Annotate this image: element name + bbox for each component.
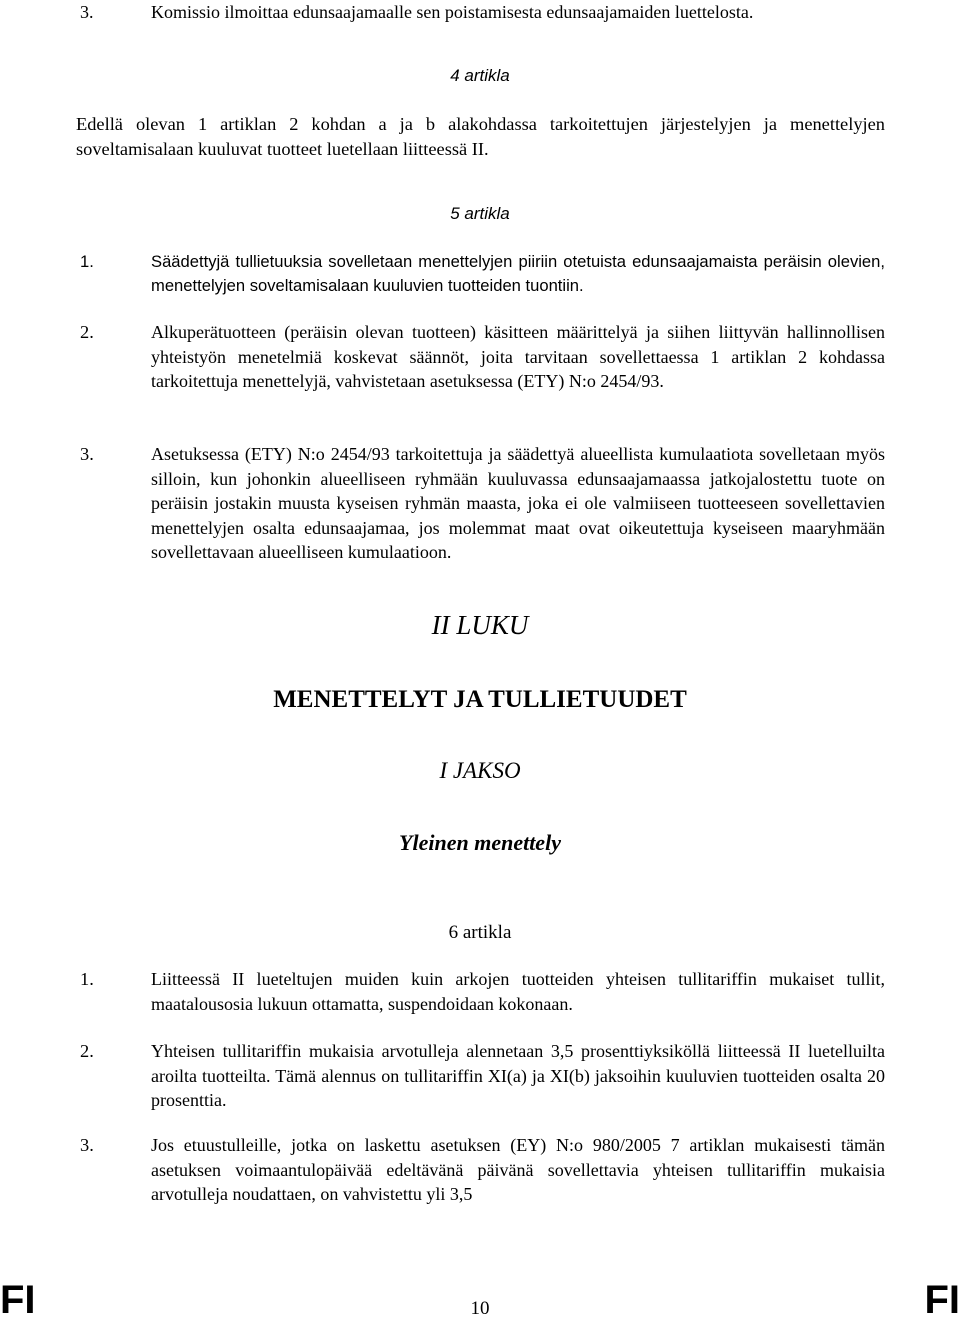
chapter-title: MENETTELYT JA TULLIETUUDET bbox=[273, 686, 687, 713]
chapter-label: II LUKU bbox=[431, 610, 529, 640]
top-item-number: 3. bbox=[80, 2, 94, 22]
article-5-item-3-text: Asetuksessa (ETY) N:o 2454/93 tarkoitettuja ja säädettyä alueellista kumulaatiota sovelletaan myös silloin, kun johonkin alueelliseen ryhmään kuuluvassa edunsaajamaassa jatkojalostettu tuote on peräisin jostakin muusta kyseisen ryhmän maasta, joka ei ole valmiiseen tuotteeseen sovellettavien menettelyjen osalta edunsaajamaa, jos molemmat maat ovat oikeutettuja kyseiseen maaryhmään sovellettavaan alueelliseen kumulaatioon. bbox=[151, 444, 885, 562]
article-5-item-2-number: 2. bbox=[80, 322, 94, 342]
article-6-item-2-text: Yhteisen tullitariffin mukaisia arvotulleja alennetaan 3,5 prosenttiyksiköllä liitteessä II luetelluilta aroilta tuotteilta. Tämä alennus on tullitariffin XI(a) ja XI(b) jaksoihin kuuluvien tuotteiden osalta 20 prosenttia. bbox=[151, 1041, 885, 1110]
article-6-item-2-number: 2. bbox=[80, 1041, 94, 1061]
article-6-item-3-number: 3. bbox=[80, 1135, 94, 1155]
article-6-item-1-text: Liitteessä II lueteltujen muiden kuin arkojen tuotteiden yhteisen tullitariffin mukaiset tullit, maatalousosia lukuun ottamatta, suspendoidaan kokonaan. bbox=[151, 969, 885, 1014]
article-5-item-1-number: 1. bbox=[80, 252, 94, 271]
top-item-text: Komissio ilmoittaa edunsaajamaalle sen poistamisesta edunsaajamaiden luettelosta. bbox=[151, 2, 754, 22]
article-5-item-3-number: 3. bbox=[80, 444, 94, 464]
section-title: Yleinen menettely bbox=[399, 830, 561, 855]
article-6-item-1-number: 1. bbox=[80, 969, 94, 989]
article-4-heading: 4 artikla bbox=[450, 66, 510, 85]
article-5-item-1-text: Säädettyjä tullietuuksia sovelletaan menettelyjen piiriin otetuista edunsaajamaista peräisin olevien, menettelyjen soveltamisalaan kuuluvien tuotteiden tuontiin. bbox=[151, 252, 885, 295]
article-5-item-2-text: Alkuperätuotteen (peräisin olevan tuotteen) käsitteen määrittelyä ja siihen liittyvän hallinnollisen yhteistyön menetelmiä koskevat säännöt, joita tarvitaan sovellettaessa 1 artiklan 2 kohdassa tarkoitettuja menettelyjä, vahvistetaan asetuksessa (ETY) N:o 2454/93. bbox=[151, 322, 885, 391]
footer-language-left: FI bbox=[0, 1278, 36, 1322]
article-6-item-3-text: Jos etuustulleille, jotka on laskettu asetuksen (EY) N:o 980/2005 7 artiklan mukaisesti tämän asetuksen voimaantulopäivää edeltävänä päivänä sovellettavia yhteisen tullitariffin mukaisia arvotulleja noudattaen, on vahvistettu yli 3,5 bbox=[151, 1135, 885, 1204]
article-6-heading: 6 artikla bbox=[448, 922, 512, 943]
article-5-heading: 5 artikla bbox=[450, 204, 510, 223]
page-number: 10 bbox=[470, 1298, 490, 1319]
article-4-text: Edellä olevan 1 artiklan 2 kohdan a ja b alakohdassa tarkoitettujen järjestelyjen ja menettelyjen soveltamisalaan kuuluvat tuotteet luetellaan liitteessä II. bbox=[76, 114, 885, 159]
footer-language-right: FI bbox=[924, 1278, 960, 1322]
section-label: I JAKSO bbox=[439, 758, 521, 783]
